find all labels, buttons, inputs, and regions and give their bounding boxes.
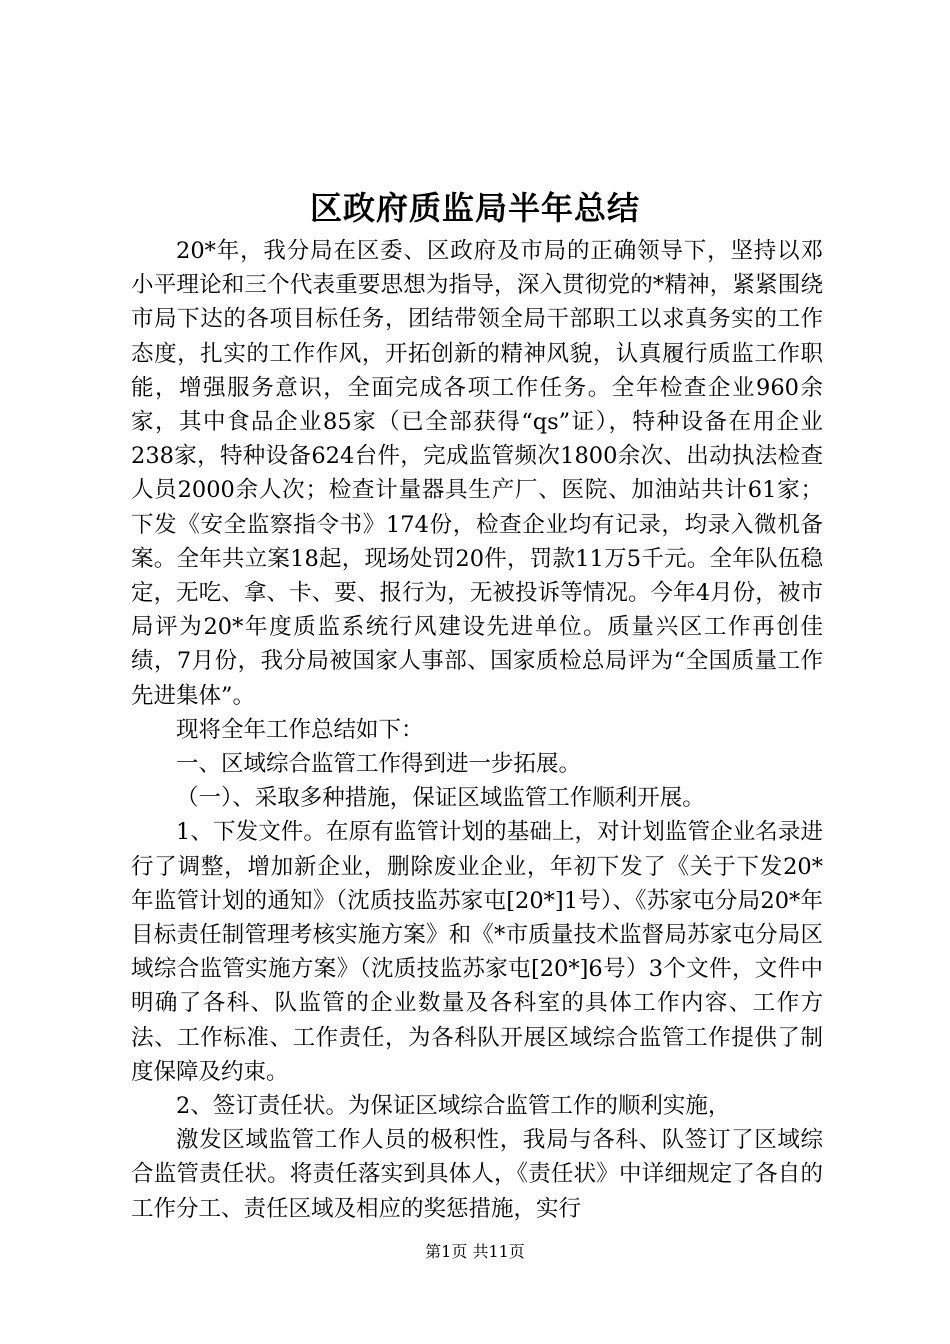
- section-heading-1: 一、区域综合监管工作得到进一步拓展。: [176, 751, 582, 778]
- paragraph-item-2: 2、签订责任状。为保证区域综合监管工作的顺利实施，: [176, 1093, 731, 1120]
- paragraph-summary-lead: 现将全年工作总结如下：: [176, 716, 424, 743]
- paragraph-item-2-continued: 激发区域监管工作人员的极积性，我局与各科、队签订了区域综合监管责任状。将责任落实到具体人，《责任状》中详细规定了各自的工作分工、责任区域及相应的奖惩措施，实行: [131, 1127, 823, 1222]
- page-number-footer: 第1页 共11页: [425, 1242, 525, 1261]
- paragraph-item-1: 1、下发文件。在原有监管计划的基础上，对计划监管企业名录进行了调整，增加新企业，删除废业企业，年初下发了《关于下发20*年监管计划的通知》（沈质技监苏家屯[20*]1号）、《苏家屯分局20*年目标责任制管理考核实施方案》和《*市质量技术监督局苏家屯分局区域综合监管实施方案》（沈质技监苏家屯[20*]6号）3个文件，文件中明确了各科、队监管的企业数量及各科室的具体工作内容、工作方法、工作标准、工作责任，为各科队开展区域综合监管工作提供了制度保障及约束。: [131, 819, 823, 1085]
- subsection-heading-1: （一）、采取多种措施，保证区域监管工作顺利开展。: [176, 785, 705, 812]
- document-title: 区政府质监局半年总结: [309, 189, 640, 227]
- document-body: [131, 234, 823, 1226]
- paragraph-intro: 20*年，我分局在区委、区政府及市局的正确领导下，坚持以邓小平理论和三个代表重要思想为指导，深入贯彻党的*精神，紧紧围绕市局下达的各项目标任务，团结带领全局干部职工以求真务实的工作态度，扎实的工作作风，开拓创新的精神风貌，认真履行质监工作职能，增强服务意识，全面完成各项工作任务。全年检查企业960余家，其中食品企业85家（已全部获得“qs”证），特种设备在用企业238家，特种设备624台件，完成监管频次1800余次、出动执法检查人员2000余人次；检查计量器具生产厂、医院、加油站共计61家；下发《安全监察指令书》174份，检查企业均有记录，均录入微机备案。全年共立案18起，现场处罚20件，罚款11万5千元。全年队伍稳定，无吃、拿、卡、要、报行为，无被投诉等情况。今年4月份，被市局评为20*年度质监系统行风建设先进单位。质量兴区工作再创佳绩，7月份，我分局被国家人事部、国家质检总局评为“全国质量工作先进集体”。: [131, 238, 823, 709]
